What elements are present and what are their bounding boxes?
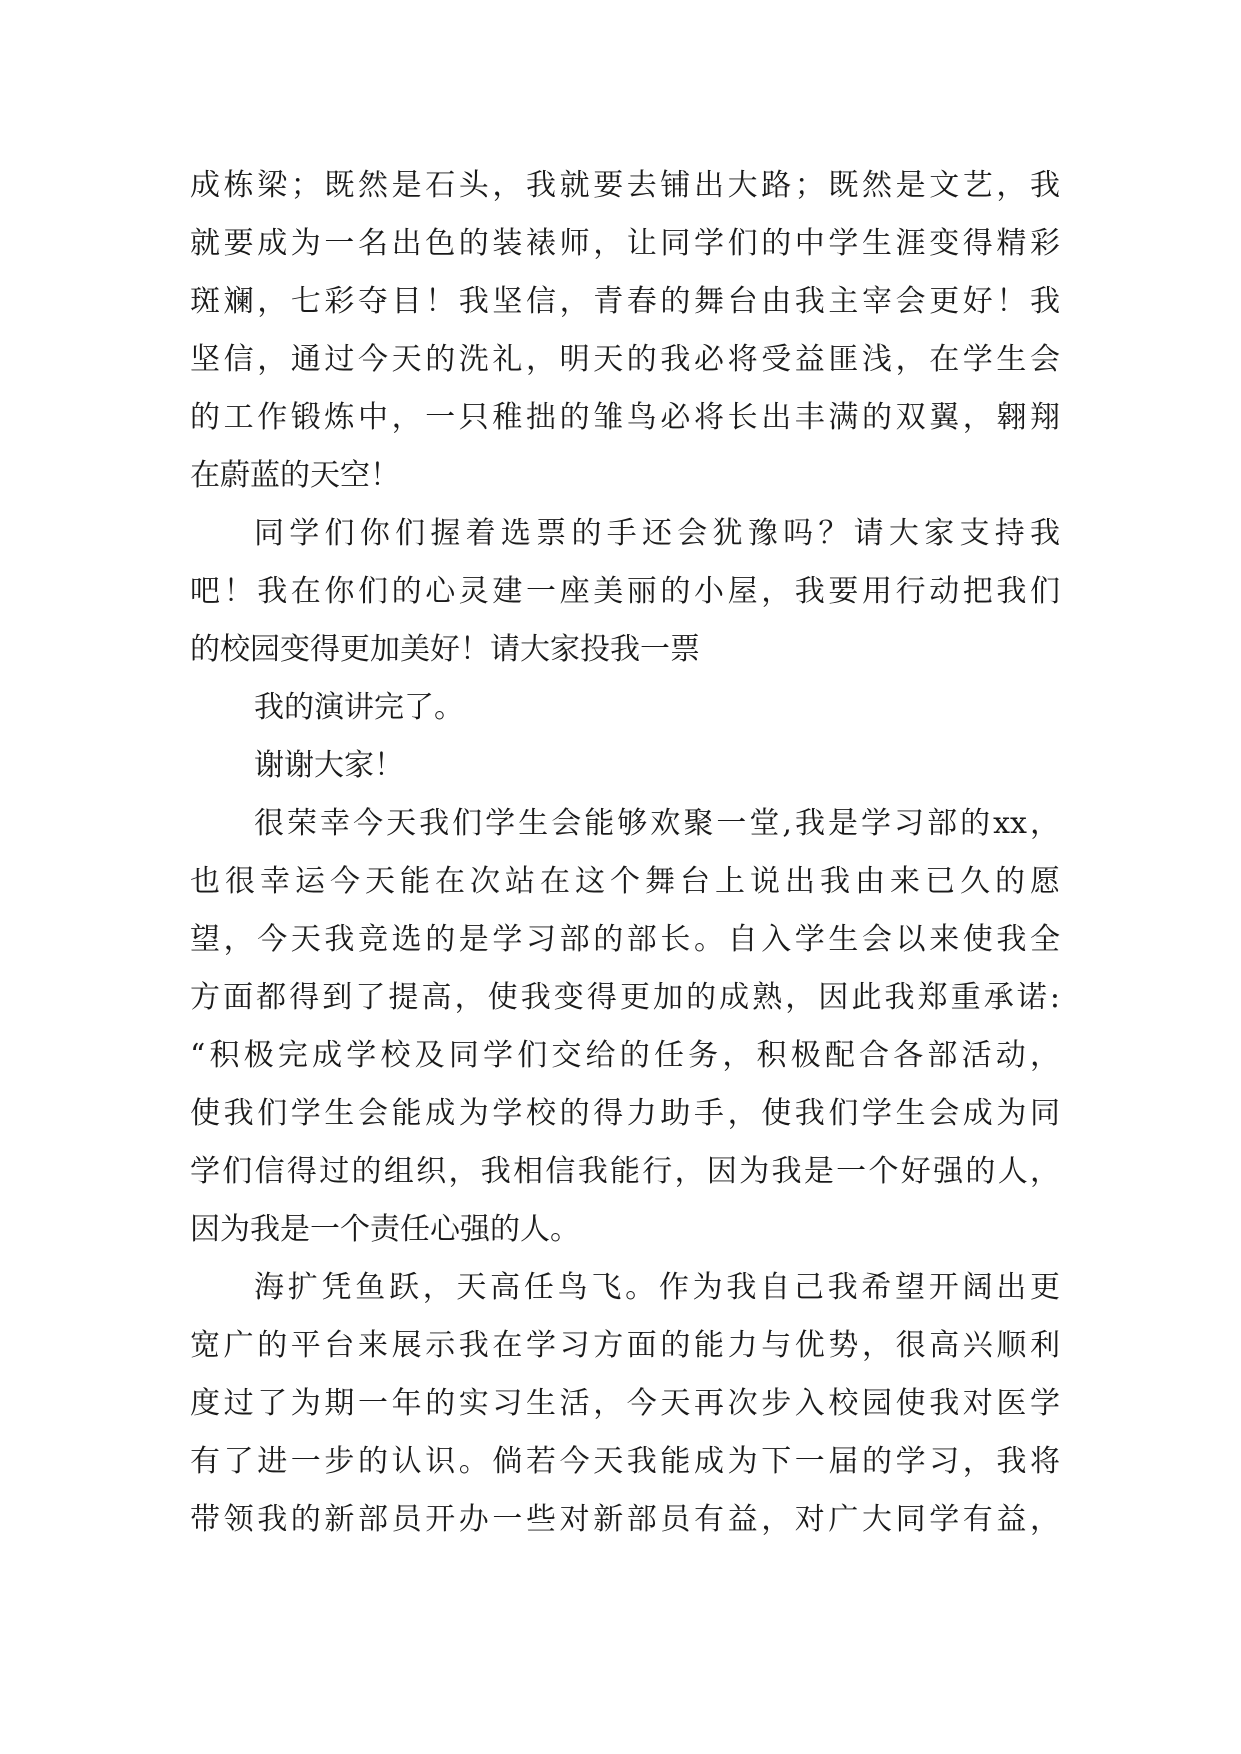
text-line: 海扩凭鱼跃，天高任鸟飞。作为我自己我希望开阔出更 (254, 1270, 1060, 1305)
text-line: 的工作锻炼中，一只稚拙的雏鸟必将长出丰满的双翼，翱翔 (190, 400, 1060, 435)
text-line: 我的演讲完了。 (254, 690, 464, 725)
document-body (190, 157, 1060, 1549)
text-line: 成栋梁；既然是石头，我就要去铺出大路；既然是文艺，我 (190, 168, 1060, 203)
text-line: 坚信，通过今天的洗礼，明天的我必将受益匪浅，在学生会 (190, 342, 1060, 377)
text-line: 使我们学生会能成为学校的得力助手，使我们学生会成为同 (190, 1096, 1060, 1131)
text-line: 很荣幸今天我们学生会能够欢聚一堂,我是学习部的xx， (254, 806, 1060, 841)
text-line: 有了进一步的认识。倘若今天我能成为下一届的学习，我将 (190, 1444, 1060, 1479)
text-line: 方面都得到了提高，使我变得更加的成熟，因此我郑重承诺: (190, 980, 1060, 1015)
text-line: 因为我是一个责任心强的人。 (190, 1212, 580, 1247)
text-line: 同学们你们握着选票的手还会犹豫吗？请大家支持我 (254, 516, 1060, 551)
text-line: 吧！我在你们的心灵建一座美丽的小屋，我要用行动把我们 (190, 574, 1060, 609)
text-line: 斑斓，七彩夺目！我坚信，青春的舞台由我主宰会更好！我 (190, 284, 1060, 319)
text-line: 望，今天我竞选的是学习部的部长。自入学生会以来使我全 (190, 922, 1060, 957)
text-line: 宽广的平台来展示我在学习方面的能力与优势，很高兴顺利 (190, 1328, 1060, 1363)
text-line: 谢谢大家！ (254, 748, 404, 783)
text-line: 度过了为期一年的实习生活，今天再次步入校园使我对医学 (190, 1386, 1060, 1421)
text-line: 学们信得过的组织，我相信我能行，因为我是一个好强的人， (190, 1154, 1060, 1189)
text-line: 带领我的新部员开办一些对新部员有益，对广大同学有益， (190, 1502, 1060, 1537)
text-line: 也很幸运今天能在次站在这个舞台上说出我由来已久的愿 (190, 864, 1060, 899)
text-line: 的校园变得更加美好！请大家投我一票 (190, 632, 700, 667)
text-line: “积极完成学校及同学们交给的任务，积极配合各部活动， (190, 1038, 1060, 1073)
text-line: 在蔚蓝的天空！ (190, 458, 400, 493)
text-line: 就要成为一名出色的装裱师，让同学们的中学生涯变得精彩 (190, 226, 1060, 261)
